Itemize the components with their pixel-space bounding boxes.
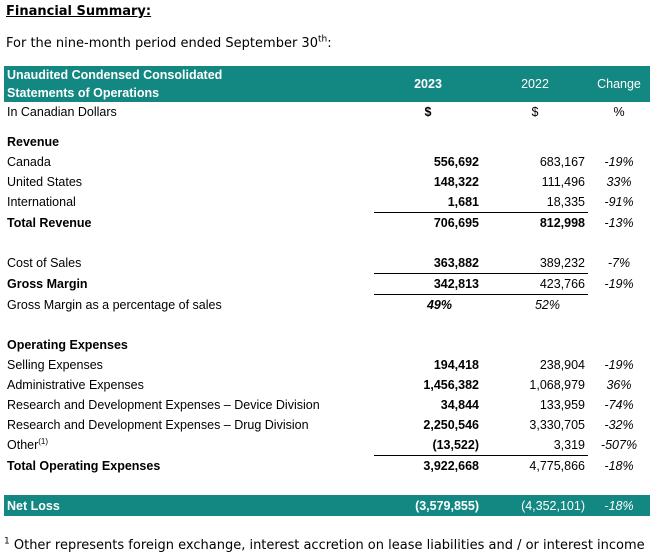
value-2023: 1,456,382 [423, 378, 479, 392]
value-2023: 148,322 [433, 175, 479, 189]
financial-table [4, 66, 650, 516]
opex-heading: Operating Expenses [7, 338, 128, 352]
units-2022: $ [531, 105, 539, 119]
table-row [4, 152, 650, 172]
value-2023: 34,844 [440, 398, 479, 412]
value-2023: 1,681 [374, 192, 482, 213]
gross-margin-row [4, 274, 650, 295]
value-change: -19% [604, 358, 634, 372]
subtitle-text: For the nine-month period ended September 30 [6, 36, 318, 51]
table-header-row [4, 66, 650, 102]
table-row [4, 172, 650, 192]
value-2022: 423,766 [482, 274, 588, 295]
row-label: International [7, 195, 76, 210]
value-2022: 111,496 [541, 175, 585, 189]
row-label: Net Loss [4, 495, 374, 516]
cost-of-sales-row [4, 253, 650, 274]
value-2023: 706,695 [433, 216, 479, 230]
value-change: -7% [607, 256, 631, 271]
value-2022: 238,904 [539, 358, 585, 372]
value-2022: 133,959 [539, 398, 585, 412]
value-2022: 3,330,705 [529, 418, 585, 432]
header-label-line2: Statements of Operations [7, 86, 160, 100]
row-label: Selling Expenses [7, 358, 103, 372]
other-label: Other [7, 438, 39, 453]
total-revenue-row [4, 213, 650, 234]
value-change: -18% [604, 458, 634, 473]
page-title: Financial Summary: [6, 4, 152, 19]
footnote-number: 1 [4, 536, 10, 547]
row-label: Gross Margin as a percentage of sales [7, 297, 222, 312]
value-2023: 363,882 [374, 253, 482, 274]
units-row [4, 102, 650, 122]
units-2023: $ [424, 105, 432, 119]
value-change: 36% [606, 378, 632, 392]
row-label: Research and Development Expenses – Device Division [7, 398, 320, 412]
value-change: -13% [604, 215, 634, 230]
header-label [4, 66, 374, 102]
net-loss-row [4, 495, 650, 516]
gross-margin-pct-row [4, 295, 650, 316]
row-label: United States [7, 175, 83, 189]
value-change: -91% [604, 195, 634, 210]
value-2022: 1,068,979 [529, 378, 585, 392]
row-label: Administrative Expenses [7, 378, 144, 392]
value-2023: 49% [426, 298, 452, 312]
footnote [4, 538, 645, 553]
header-change: Change [588, 66, 650, 102]
footnote-text: Other represents foreign exchange, interest accretion on lease liabilities and / or interest income [9, 538, 645, 553]
value-change: -18% [588, 495, 650, 516]
footnote-ref: (1) [38, 437, 49, 447]
row-label: Canada [7, 155, 51, 169]
row-label: Total Revenue [7, 215, 92, 230]
value-change: -19% [604, 277, 634, 291]
value-2023: 194,418 [433, 358, 479, 372]
value-2023: 556,692 [433, 155, 479, 169]
value-change: -507% [600, 438, 638, 453]
value-change: -19% [604, 155, 634, 169]
row-label [4, 435, 374, 456]
other-row [4, 435, 650, 456]
header-2023: 2023 [374, 66, 482, 102]
value-2023: (13,522) [374, 435, 482, 456]
table-row [4, 375, 650, 395]
revenue-heading: Revenue [7, 135, 60, 149]
value-2022: 3,319 [482, 435, 588, 456]
value-2022: (4,352,101) [482, 495, 588, 516]
table-row [4, 192, 650, 213]
row-label: Research and Development Expenses – Drug Division [7, 418, 309, 432]
revenue-heading-row [4, 132, 650, 152]
row-label: Gross Margin [7, 277, 88, 291]
opex-heading-row [4, 335, 650, 355]
header-label-line1: Unaudited Condensed Consolidated [7, 68, 223, 82]
header-2022: 2022 [482, 66, 588, 102]
period-subtitle [6, 36, 332, 51]
total-opex-row [4, 456, 650, 477]
table-row [4, 395, 650, 415]
value-2023: 342,813 [374, 274, 482, 295]
units-change: % [613, 105, 625, 119]
value-2023: 2,250,546 [423, 418, 479, 432]
value-change: -74% [604, 398, 634, 412]
value-2023: (3,579,855) [374, 495, 482, 516]
row-label: Cost of Sales [7, 256, 82, 271]
table-row [4, 415, 650, 435]
value-2022: 389,232 [482, 253, 588, 274]
value-2022: 18,335 [482, 192, 588, 213]
value-change: -32% [604, 418, 634, 432]
value-change: 33% [606, 175, 632, 189]
value-2022: 812,998 [539, 216, 585, 230]
table-row [4, 355, 650, 375]
subtitle-sup: th [317, 34, 328, 45]
value-2022: 683,167 [539, 155, 585, 169]
units-label: In Canadian Dollars [7, 105, 117, 119]
value-2022: 52% [534, 298, 560, 312]
row-label: Total Operating Expenses [7, 458, 161, 473]
value-2023: 3,922,668 [423, 459, 479, 473]
value-2022: 4,775,866 [529, 459, 585, 473]
subtitle-suffix: : [327, 36, 332, 51]
